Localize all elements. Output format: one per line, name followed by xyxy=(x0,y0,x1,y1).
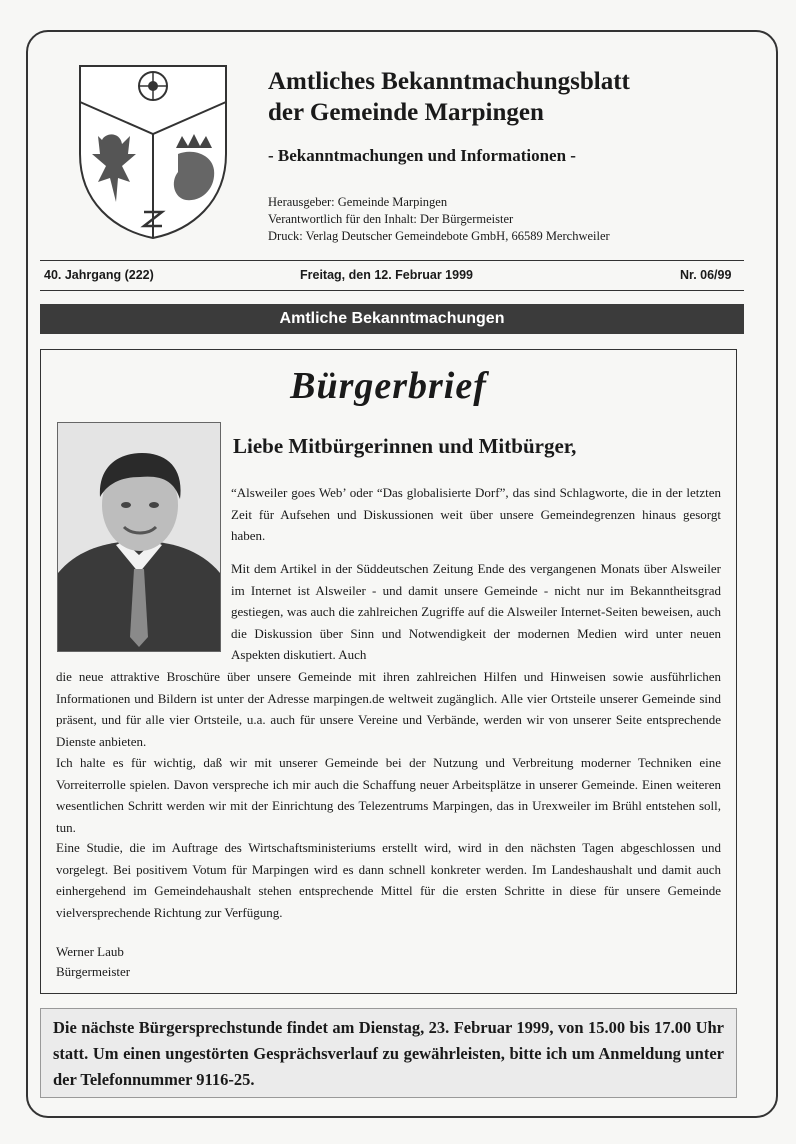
issue-number: Nr. 06/99 xyxy=(680,268,732,282)
publication-title: Amtliches Bekanntmachungsblatt der Gemeinde Marpingen xyxy=(268,68,630,126)
consultation-notice: Die nächste Bürgersprechstunde findet am Dienstag, 23. Februar 1999, von 15.00 bis 17.00 Uhr statt. Um einen ungestörten Gesprächsverlauf zu gewährleisten, bitte ich um Anmeldung unter der Telefonnummer 9116-25. xyxy=(40,1008,737,1098)
mayor-portrait xyxy=(57,422,221,652)
letter-greeting: Liebe Mitbürgerinnen und Mitbürger, xyxy=(233,434,577,458)
letter-box xyxy=(40,349,737,994)
paragraph-1: “Alsweiler goes Web’ oder “Das globalisierte Dorf”, das sind Schlagworte, die in der letzten Zeit für Aufsehen und Diskussionen weit über unsere Gemeindegrenzen hinaus gesorgt haben. xyxy=(231,485,721,543)
signature xyxy=(56,942,130,982)
printer: Druck: Verlag Deutscher Gemeindebote GmbH, 66589 Merchweiler xyxy=(268,229,610,243)
divider xyxy=(40,290,744,291)
coat-of-arms-icon xyxy=(74,62,232,240)
divider xyxy=(40,260,744,261)
paragraph-2: Mit dem Artikel in der Süddeutschen Zeitung Ende des vergangenen Monats über Alsweiler im Internet ist Alsweiler - und damit unsere Gemeinde - nicht nur im Bekanntheitsgrad gestiegen, was auch die zahlreichen Zugriffe auf die Alsweiler Internet-Seiten beweisen, auch die Diskussion über Sinn und Notwendigkeit der modernen Medien wird unter neuen Aspekten diskutiert. Auch xyxy=(231,561,721,662)
section-banner: Amtliche Bekanntmachungen xyxy=(40,304,744,334)
signature-role: Bürgermeister xyxy=(56,964,131,979)
signature-name: Werner Laub xyxy=(56,944,124,959)
publisher: Herausgeber: Gemeinde Marpingen xyxy=(268,195,448,209)
paragraph-4: Eine Studie, die im Auftrage des Wirtschaftsministeriums erstellt wird, wird in den nächsten Tagen abgeschlossen und vorgelegt. Bei positivem Votum für Marpingen wird es dann schnell konkreter werden. Im Landeshaushalt und damit auch einhergehend im Gemeindehaushalt stehen entsprechende Mittel für die ersten Schritte in diese für unsere Gemeinde vielversprechende Richtung zur Verfügung. xyxy=(56,840,721,920)
issue-volume: 40. Jahrgang (222) xyxy=(44,268,154,282)
issue-date: Freitag, den 12. Februar 1999 xyxy=(300,268,473,282)
publication-subtitle: - Bekanntmachungen und Informationen - xyxy=(268,146,576,165)
imprint xyxy=(268,194,610,245)
letter-title: Bürgerbrief xyxy=(290,365,487,407)
paragraph-3: die neue attraktive Broschüre über unsere Gemeinde mit ihren zahlreichen Hilfen und Hinweisen sowie ausführlichen Informationen und Bildern ist unter der Adresse marpingen.de weltweit zugänglich. Alle vier Ortsteile unserer Gemeinde sind präsent, und für alle vier Ortsteile, u.a. auch für unsere Vereine und Verbände, werden wir von unserer Seite entsprechende Dienste anbieten. Ich halte es für wichtig, daß wir mit unserer Gemeinde bei der Nutzung und Verbreitung moderner Techniken eine Vorreiterrolle spielen. Davon verspreche ich mir auch die Schaffung neuer Arbeitsplätze in unserer Gemeinde. Einen weiteren wesentlichen Schritt werden wir mit der Einrichtung des Telezentrums Marpingen, das in Urexweiler im Brühl entstehen soll, tun. xyxy=(56,669,721,835)
responsible: Verantwortlich für den Inhalt: Der Bürgermeister xyxy=(268,212,514,226)
